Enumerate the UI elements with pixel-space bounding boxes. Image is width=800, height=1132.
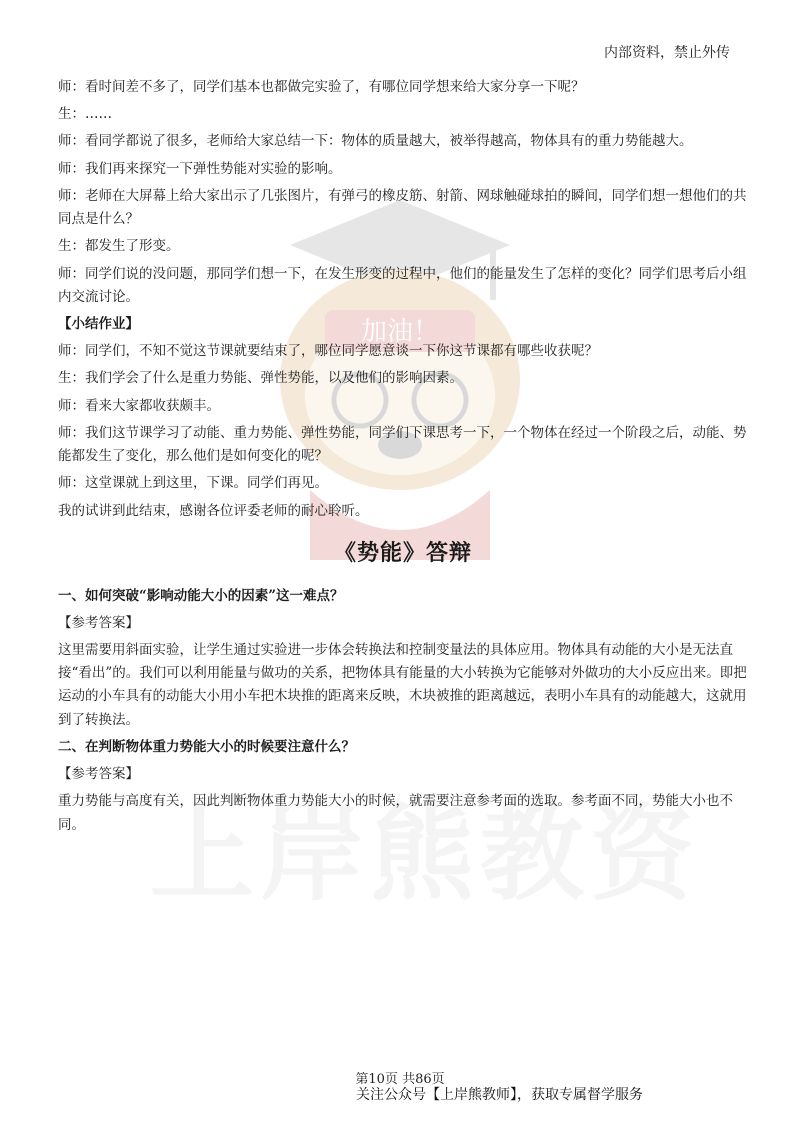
dialogue-line: 师：看同学都说了很多，老师给大家总结一下：物体的质量越大，被举得越高，物体具有的重力势能越大。 <box>58 133 693 150</box>
answer-text: 这里需要用斜面实验，让学生通过实验进一步体会转换法和控制变量法的具体应用。物体具有动能的大小是无法直接“看出”的。我们可以利用能量与做功的关系，把物体具有能量的大小转换为它能够对外做功的大小反应出来。即把运动的小车具有的动能大小用小车把木块推的距离来反映，木块被推的距离越远，表明小车具有的动能越大，这就用到了转换法。 <box>58 641 747 728</box>
footer-promo: 关注公众号【上岸熊教师】，获取专属督学服务 <box>356 1087 643 1103</box>
logo-text: 加油！ <box>360 317 440 347</box>
page-number: 第10页 共86页 <box>355 1072 445 1087</box>
summary-line: 师：看来大家都收获颇丰。 <box>58 397 220 414</box>
summary-line: 我的试讲到此结束，感谢各位评委老师的耐心聆听。 <box>58 502 369 519</box>
confidential-note: 内部资料，禁止外传 <box>604 45 730 61</box>
summary-line: 生：我们学会了什么是重力势能、弹性势能，以及他们的影响因素。 <box>58 370 463 387</box>
dialogue-line: 生：都发生了形变。 <box>58 238 180 255</box>
answer-label: 【参考答案】 <box>58 614 139 631</box>
dialogue-line: 生：…… <box>58 106 112 123</box>
page-title: 《势能》答辩 <box>333 539 472 566</box>
summary-heading: 【小结作业】 <box>58 315 139 332</box>
dialogue-line: 师：看时间差不多了，同学们基本也都做完实验了，有哪位同学想来给大家分享一下呢？ <box>58 79 585 95</box>
dialogue-line: 师：老师在大屏幕上给大家出示了几张图片，有弹弓的橡皮筋、射箭、网球触碰球拍的瞬间，同学们想一想他们的共同点是什么？ <box>58 187 747 228</box>
dialogue-line: 师：我们再来探究一下弹性势能对实验的影响。 <box>58 160 342 177</box>
summary-line: 师：我们这节课学习了动能、重力势能、弹性势能，同学们下课思考一下，一个物体在经过一个阶段之后，动能、势能都发生了变化，那么他们是如何变化的呢？ <box>58 424 747 465</box>
answer-text: 重力势能与高度有关，因此判断物体重力势能大小的时候，就需要注意参考面的选取。参考面不同，势能大小也不同。 <box>58 793 733 833</box>
answer-label: 【参考答案】 <box>58 766 139 783</box>
question-heading: 一、如何突破“影响动能大小的因素”这一难点？ <box>58 587 344 604</box>
summary-line: 师：这堂课就上到这里，下课。同学们再见。 <box>58 475 328 492</box>
document-body <box>58 76 748 841</box>
question-heading: 二、在判断物体重力势能大小的时候要注意什么？ <box>58 738 355 755</box>
dialogue-line: 师：同学们说的没问题，那同学们想一下，在发生形变的过程中，他们的能量发生了怎样的变化？同学们思考后小组内交流讨论。 <box>58 265 747 305</box>
summary-line: 师：同学们，不知不觉这节课就要结束了，哪位同学愿意谈一下你这节课都有哪些收获呢？ <box>58 343 598 360</box>
